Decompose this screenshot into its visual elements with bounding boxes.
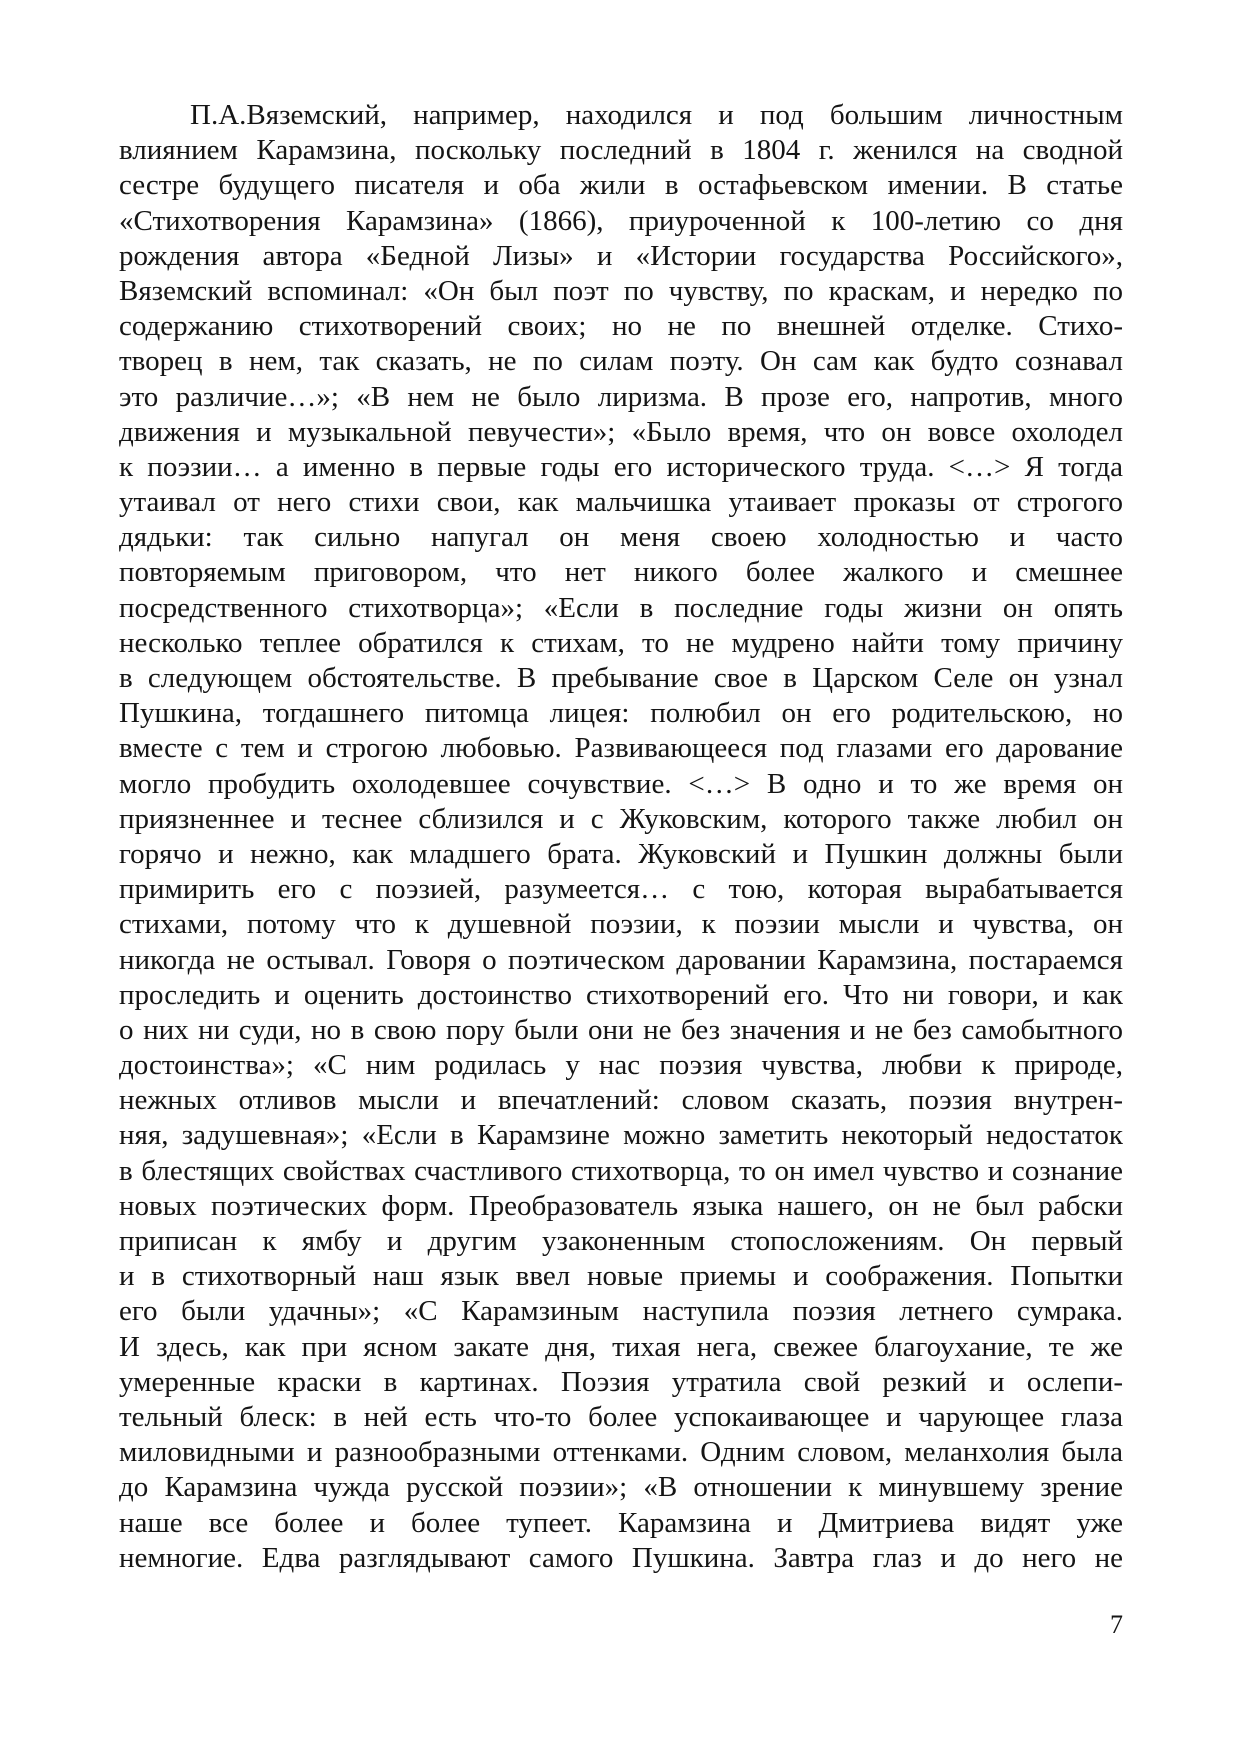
text-line: наше все более и более тупеет. Карамзина и Дмитриева видят уже — [119, 1506, 1123, 1539]
text-line: дядьки: так сильно напугал он меня своею холодностью и часто — [119, 521, 1123, 554]
text-line: примирить его с поэзией, разумеется… с тою, которая вырабатывается — [119, 873, 1123, 906]
text-line: до Карамзина чужда русской поэзии»; «В отношении к минувшему зрение — [119, 1471, 1123, 1504]
text-line: нежных отливов мысли и впечатлений: словом сказать, поэзия внутрен- — [119, 1084, 1123, 1117]
text-line: к поэзии… а именно в первые годы его исторического труда. <…> Я тогда — [119, 450, 1123, 483]
text-line: И здесь, как при ясном закате дня, тихая нега, свежее благоухание, те же — [119, 1330, 1123, 1363]
text-line: могло пробудить охолодевшее сочувствие. <…> В одно и то же время он — [119, 767, 1123, 800]
text-line: несколько теплее обратился к стихам, то не мудрено найти тому причину — [119, 626, 1123, 659]
text-line: приписан к ямбу и другим узаконенным стопосложениям. Он первый — [119, 1225, 1123, 1257]
text-line: посредственного стихотворца»; «Если в последние годы жизни он опять — [119, 591, 1123, 624]
text-line: содержанию стихотворений своих; но не по внешней отделке. Стихо- — [119, 310, 1123, 343]
text-line: утаивал от него стихи свои, как мальчишка утаивает проказы от строгого — [119, 486, 1123, 519]
body-text — [119, 98, 1123, 1576]
text-line: его были удачны»; «С Карамзиным наступила поэзия летнего сумрака. — [119, 1295, 1123, 1328]
text-line: и в стихотворный наш язык ввел новые приемы и соображения. Попытки — [119, 1260, 1123, 1293]
text-line: новых поэтических форм. Преобразователь языка нашего, он не был рабски — [119, 1189, 1123, 1222]
text-line: о них ни суди, но в свою пору были они не без значения и не без самобытного — [119, 1013, 1123, 1046]
text-line: стихами, потому что к душевной поэзии, к поэзии мысли и чувства, он — [119, 908, 1123, 941]
text-line: повторяемым приговором, что нет никого более жалкого и смешнее — [119, 556, 1123, 589]
text-line: вместе с тем и строгою любовью. Развивающееся под глазами его дарование — [119, 732, 1123, 765]
text-line: тельный блеск: в ней есть что-то более успокаивающее и чарующее глаза — [119, 1400, 1123, 1433]
text-line: сестре будущего писателя и оба жили в остафьевском имении. В статье — [119, 169, 1123, 202]
text-line: в блестящих свойствах счастливого стихотворца, то он имел чувство и сознание — [119, 1154, 1123, 1187]
text-line: творец в нем, так сказать, не по силам поэту. Он сам как будто сознавал — [119, 345, 1123, 378]
text-line: в следующем обстоятельстве. В пребывание свое в Царском Селе он узнал — [119, 662, 1123, 694]
text-line: няя, задушевная»; «Если в Карамзине можно заметить некоторый недостаток — [119, 1119, 1123, 1152]
text-line: приязненнее и теснее сблизился и с Жуковским, которого также любил он — [119, 802, 1123, 835]
text-line: горячо и нежно, как младшего брата. Жуковский и Пушкин должны были — [119, 837, 1123, 870]
text-line: умеренные краски в картинах. Поэзия утратила свой резкий и ослепи- — [119, 1365, 1123, 1398]
text-line: Вяземский вспоминал: «Он был поэт по чувству, по краскам, и нередко по — [119, 274, 1123, 307]
text-line: движения и музыкальной певучести»; «Было время, что он вовсе охолодел — [119, 415, 1123, 448]
text-line: Пушкина, тогдашнего питомца лицея: полюбил он его родительскою, но — [119, 697, 1123, 730]
text-line: рождения автора «Бедной Лизы» и «Истории государства Российского», — [119, 239, 1123, 272]
text-line: миловидными и разнообразными оттенками. Одним словом, меланхолия была — [119, 1436, 1123, 1469]
text-line: «Стихотворения Карамзина» (1866), приуроченной к 100-летию со дня — [119, 204, 1123, 237]
text-line: П.А.Вяземский, например, находился и под большим личностным — [190, 99, 1123, 131]
text-line: немногие. Едва разглядывают самого Пушкина. Завтра глаз и до него не — [119, 1541, 1123, 1574]
page-number: 7 — [1110, 1610, 1123, 1639]
text-line: влиянием Карамзина, поскольку последний в 1804 г. женился на сводной — [119, 134, 1123, 167]
text-line: это различие…»; «В нем не было лиризма. В прозе его, напротив, много — [119, 380, 1123, 413]
text-line: достоинства»; «С ним родилась у нас поэзия чувства, любви к природе, — [119, 1049, 1123, 1082]
text-line: никогда не остывал. Говоря о поэтическом даровании Карамзина, постараемся — [119, 943, 1123, 976]
text-line: проследить и оценить достоинство стихотворений его. Что ни говори, и как — [119, 978, 1123, 1011]
